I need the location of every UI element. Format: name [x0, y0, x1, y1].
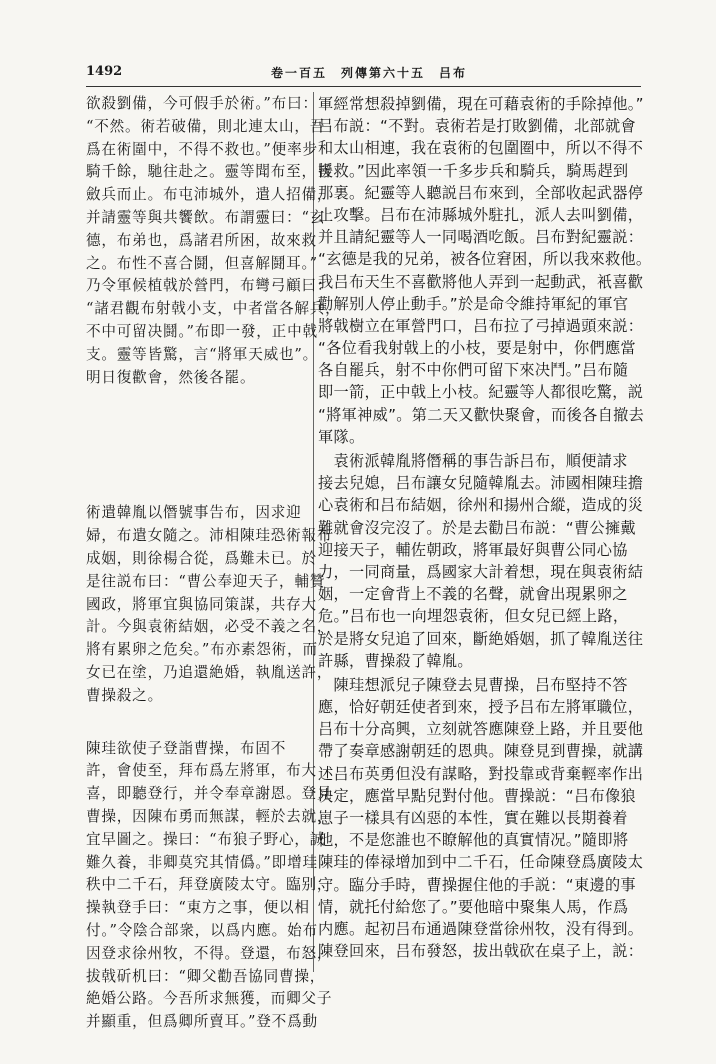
classical-line: 乃令軍候植戟於營門，布彎弓顧曰： [86, 277, 333, 295]
classical-line: 將有累卵之危矣。”布亦素怨術，而 [86, 641, 318, 659]
translation-line: 各自罷兵，射不中你們可留下來决鬥。”吕布隨 [318, 361, 629, 380]
translation-line: 陳登回來，吕布發怒，拔出戟砍在桌子上，説： [318, 942, 644, 961]
translation-line: 并且請紀靈等人一同喝酒吃飯。吕布對紀靈説： [318, 228, 644, 247]
translation-line: 接去兒媳，吕布讓女兒隨韓胤去。沛國相陳珪擔 [318, 474, 644, 493]
classical-line: 婦，布遣女隨之。沛相陳珪恐術報布 [86, 527, 333, 545]
translation-line: 將戟樹立在軍營門口，吕布拉了弓掉過頭來説： [318, 316, 644, 335]
classical-line: 陳珪欲使子登詣曹操，布固不 [86, 739, 287, 757]
classical-line: 女已在塗，乃追還絶婚，執胤送許， [86, 663, 333, 681]
translation-line: 情，就托付給您了。”要他暗中聚集人馬，作爲 [318, 897, 629, 916]
classical-line: 斂兵而止。布屯沛城外，遣人招備， [86, 186, 333, 204]
classical-line: 爲在術圍中，不得不救也。”便率步 [86, 140, 318, 158]
classical-line: 難久養，非卿莫究其情僞。”即增珪 [86, 853, 318, 871]
translation-paragraph [318, 674, 644, 962]
classical-line: 絶婚公路。今吾所求無獲，而卿父子 [86, 990, 333, 1008]
classical-paragraph [86, 738, 333, 1034]
classical-line: 許，會使至，拜布爲左將軍，布大 [86, 762, 317, 780]
translation-line: 軍經常想殺掉劉備，現在可藉袁術的手除掉他。” [318, 95, 644, 113]
classical-line: 國政，將軍宜與協同策謀，共存大 [86, 595, 317, 613]
classical-line: 之。布性不喜合鬪，但喜解鬪耳。” [86, 254, 318, 272]
running-title: 卷一百五 列傳第六十五 吕布 [271, 66, 468, 80]
translation-line: 勸解别人停止動手。”於是命令維持軍紀的軍官 [318, 294, 629, 313]
translation-line: 力，一同商量，爲國家大計着想，現在與袁術結 [318, 562, 644, 581]
classical-line: 付。”令陰合部衆，以爲内應。始布 [86, 921, 318, 939]
translation-line: 危。”吕布也一向埋怨袁術，但女兒已經上路， [318, 607, 629, 626]
translation-paragraph [318, 93, 652, 448]
header-rule [86, 86, 641, 87]
page-number: 1492 [86, 64, 123, 79]
classical-line: 宜早圖之。操曰：“布狼子野心，誠 [86, 830, 326, 848]
translation-line: 吕布十分高興，立刻就答應陳登上路，并且要他 [318, 720, 644, 739]
classical-line: 拔戟斫机曰：“卿父勸吾協同曹操， [86, 967, 326, 985]
translation-line: 於是將女兒追了回來，斷絶婚姻，抓了韓胤送往 [318, 629, 644, 648]
page-header [86, 64, 646, 84]
classical-line: 并請靈等與共饗飲。布謂靈曰：“玄 [86, 208, 326, 226]
classical-line: 騎千餘，馳往赴之。靈等聞布至，皆 [86, 163, 333, 181]
translation-line: “各位看我射戟上的小枝，要是射中，你們應當 [318, 339, 636, 358]
translation-line: 守。臨分手時，曹操握住他的手説：“東邊的事 [318, 875, 636, 894]
classical-line: 德，布弟也，爲諸君所困，故來救 [86, 231, 317, 249]
translation-line: 迎接天子，輔佐朝政，將軍最好與曹公同心協 [318, 540, 628, 559]
translation-line: 援救。”因此率領一千多步兵和騎兵，騎馬趕到 [318, 161, 629, 180]
translation-line: 内應。起初吕布通過陳登當徐州牧，没有得到。 [318, 919, 644, 938]
classical-paragraph [86, 93, 341, 389]
translation-line: “將軍神威”。第二天又歡快聚會，而後各自撤去 [318, 405, 645, 424]
classical-line: 操執登手曰：“東方之事，便以相 [86, 899, 310, 917]
classical-line: 計。今與袁術結姻，必受不義之名， [86, 618, 333, 636]
translation-line: 他，不是您誰也不瞭解他的真實情况。”隨即將 [318, 831, 629, 850]
translation-line: 心袁術和吕布結姻，徐州和揚州合縱，造成的災 [318, 496, 644, 515]
classical-line: 欲殺劉備，今可假手於術。”布曰： [86, 95, 318, 112]
classical-line: 支。靈等皆驚，言“將軍天威也”。 [86, 345, 319, 363]
translation-line: 那裏。紀靈等人聽説吕布來到，全部收起武器停 [318, 183, 644, 202]
classical-line: 不中可留决鬪。”布即一發，正中戟 [86, 322, 318, 340]
translation-line: “玄德是我的兄弟，被各位窘困，所以我來救他。 [318, 250, 652, 269]
classical-line: 并顯重，但爲卿所賣耳。”登不爲動 [86, 1013, 318, 1031]
translation-line: 崽子一樣具有凶惡的本性，實在難以長期養着 [318, 809, 628, 827]
translation-line: 帶了奏章感謝朝廷的恩典。陳登見到曹操，就講 [318, 742, 644, 761]
classical-line: 曹操殺之。 [86, 686, 163, 704]
translation-line: 即一箭，正中戟上小枝。紀靈等人都很吃驚，説 [318, 383, 644, 402]
translation-line: 袁術派韓胤將僭稱的事告訴吕布，順便請求 [318, 452, 628, 470]
translation-line: 决定，應當早點兒對付他。曹操説：“吕布像狼 [318, 786, 636, 805]
translation-line: 陳珪的俸禄增加到中二千石，任命陳登爲廣陵太 [318, 853, 644, 872]
translation-line: 軍隊。 [318, 427, 365, 446]
classical-line: 因登求徐州牧，不得。登還，布怒， [86, 944, 333, 962]
classical-line: “不然。術若破備，則北連太山，吾 [86, 117, 326, 135]
translation-line: 陳珪想派兒子陳登去見曹操，吕布堅持不答 [318, 675, 628, 694]
classical-line: 喜，即聽登行，并令奉章謝恩。登見 [86, 785, 333, 803]
translation-paragraph [318, 450, 644, 672]
classical-line: 成姻，則徐楊合從，爲難未已。於 [86, 549, 317, 567]
translation-line: 難就會沒完沒了。於是去勸吕布説：“曹公擁戴 [318, 518, 636, 537]
translation-line: 和太山相連，我在袁術的包圍圈中，所以不得不 [318, 139, 644, 158]
translation-line: 止攻擊。吕布在沛縣城外駐扎，派人去叫劉備， [318, 205, 644, 224]
classical-line: 明日復歡會，然後各罷。 [86, 368, 256, 386]
translation-line: 許縣，曹操殺了韓胤。 [318, 651, 473, 670]
classical-line: 秩中二千石，拜登廣陵太守。臨别， [86, 876, 333, 894]
classical-line: 是往説布曰：“曹公奉迎天子，輔贊 [86, 572, 326, 590]
translation-line: 姻，一定會背上不義的名聲，就會出現累卵之 [318, 585, 628, 604]
translation-line: 我吕布天生不喜歡將他人弄到一起動武，衹喜歡 [318, 272, 644, 291]
translation-line: 吕布説：“不對。袁術若是打敗劉備，北部就會 [318, 117, 636, 136]
translation-line: 述吕布英勇但没有謀略，對投靠或背棄輕率作出 [318, 764, 644, 783]
classical-text-column [86, 93, 341, 1064]
translation-text-column [318, 93, 652, 964]
classical-line: 曹操，因陳布勇而無謀，輕於去就， [86, 807, 333, 825]
translation-line: 應，恰好朝廷使者到來，授予吕布左將軍職位， [318, 698, 644, 717]
classical-line: 術遣韓胤以僭號事告布，因求迎 [86, 504, 302, 522]
classical-line: “諸君觀布射戟小支，中者當各解兵， [86, 300, 341, 318]
classical-paragraph [86, 502, 333, 707]
